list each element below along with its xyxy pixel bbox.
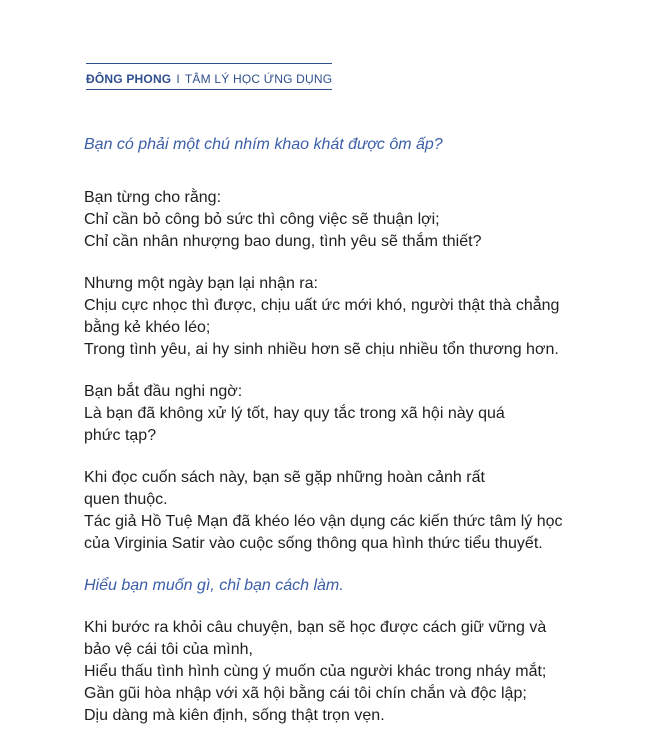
paragraph-gap	[84, 361, 604, 381]
text-line: phức tạp?	[84, 427, 157, 444]
text-line: Khi đọc cuốn sách này, bạn sẽ gặp những hoàn cảnh rất	[84, 469, 485, 486]
text-line: Chỉ cần bỏ công bỏ sức thì công việc sẽ thuận lợi;	[84, 211, 440, 228]
text-line: Bạn bắt đầu nghi ngờ:	[84, 383, 243, 400]
paragraph-gap	[84, 156, 604, 187]
text-line: Là bạn đã không xử lý tốt, hay quy tắc trong xã hội này quá	[84, 405, 505, 422]
tagline-question	[84, 134, 604, 156]
header-text	[86, 72, 332, 86]
header-rule-top	[86, 63, 332, 64]
text-line: Bạn từng cho rằng:	[84, 189, 222, 206]
header-brand: ĐÔNG PHONG	[86, 72, 172, 86]
paragraph-gap	[84, 555, 604, 575]
text-line: bằng kẻ khéo léo;	[84, 319, 211, 336]
text-line: của Virginia Satir vào cuộc sống thông qua hình thức tiểu thuyết.	[84, 535, 543, 552]
text-line: Bạn có phải một chú nhím khao khát được ôm ấp?	[84, 136, 443, 153]
text-line: Chịu cực nhọc thì được, chịu uất ức mới khó, người thật thà chẳng	[84, 297, 560, 314]
header-rule-bottom	[86, 89, 332, 90]
running-header	[86, 63, 332, 93]
paragraph-gap	[84, 447, 604, 467]
paragraph-belief	[84, 187, 604, 253]
text-line: Trong tình yêu, ai hy sinh nhiều hơn sẽ chịu nhiều tổn thương hơn.	[84, 341, 559, 358]
text-line: quen thuộc.	[84, 491, 168, 508]
tagline-understand	[84, 575, 604, 597]
paragraph-gap	[84, 253, 604, 273]
paragraph-gap	[84, 597, 604, 617]
paragraph-book-intro	[84, 467, 604, 555]
body-text	[84, 134, 604, 727]
text-line: Dịu dàng mà kiên định, sống thật trọn vẹn.	[84, 707, 385, 724]
text-line: Khi bước ra khỏi câu chuyện, bạn sẽ học được cách giữ vững và	[84, 619, 547, 636]
text-line: Tác giả Hồ Tuệ Mạn đã khéo léo vận dụng các kiến thức tâm lý học	[84, 513, 563, 530]
text-line: Hiểu thấu tình hình cùng ý muốn của người khác trong nháy mắt;	[84, 663, 547, 680]
text-line: bảo vệ cái tôi của mình,	[84, 641, 253, 658]
paragraph-doubt	[84, 381, 604, 447]
paragraph-outcome	[84, 617, 604, 727]
text-line: Hiểu bạn muốn gì, chỉ bạn cách làm.	[84, 577, 344, 594]
header-series: TÂM LÝ HỌC ỨNG DỤNG	[184, 72, 333, 86]
text-line: Gần gũi hòa nhập với xã hội bằng cái tôi chín chắn và độc lập;	[84, 685, 527, 702]
text-line: Nhưng một ngày bạn lại nhận ra:	[84, 275, 318, 292]
header-separator: I	[176, 72, 180, 86]
paragraph-realization	[84, 273, 604, 361]
text-line: Chỉ cần nhân nhượng bao dung, tình yêu sẽ thắm thiết?	[84, 233, 482, 250]
